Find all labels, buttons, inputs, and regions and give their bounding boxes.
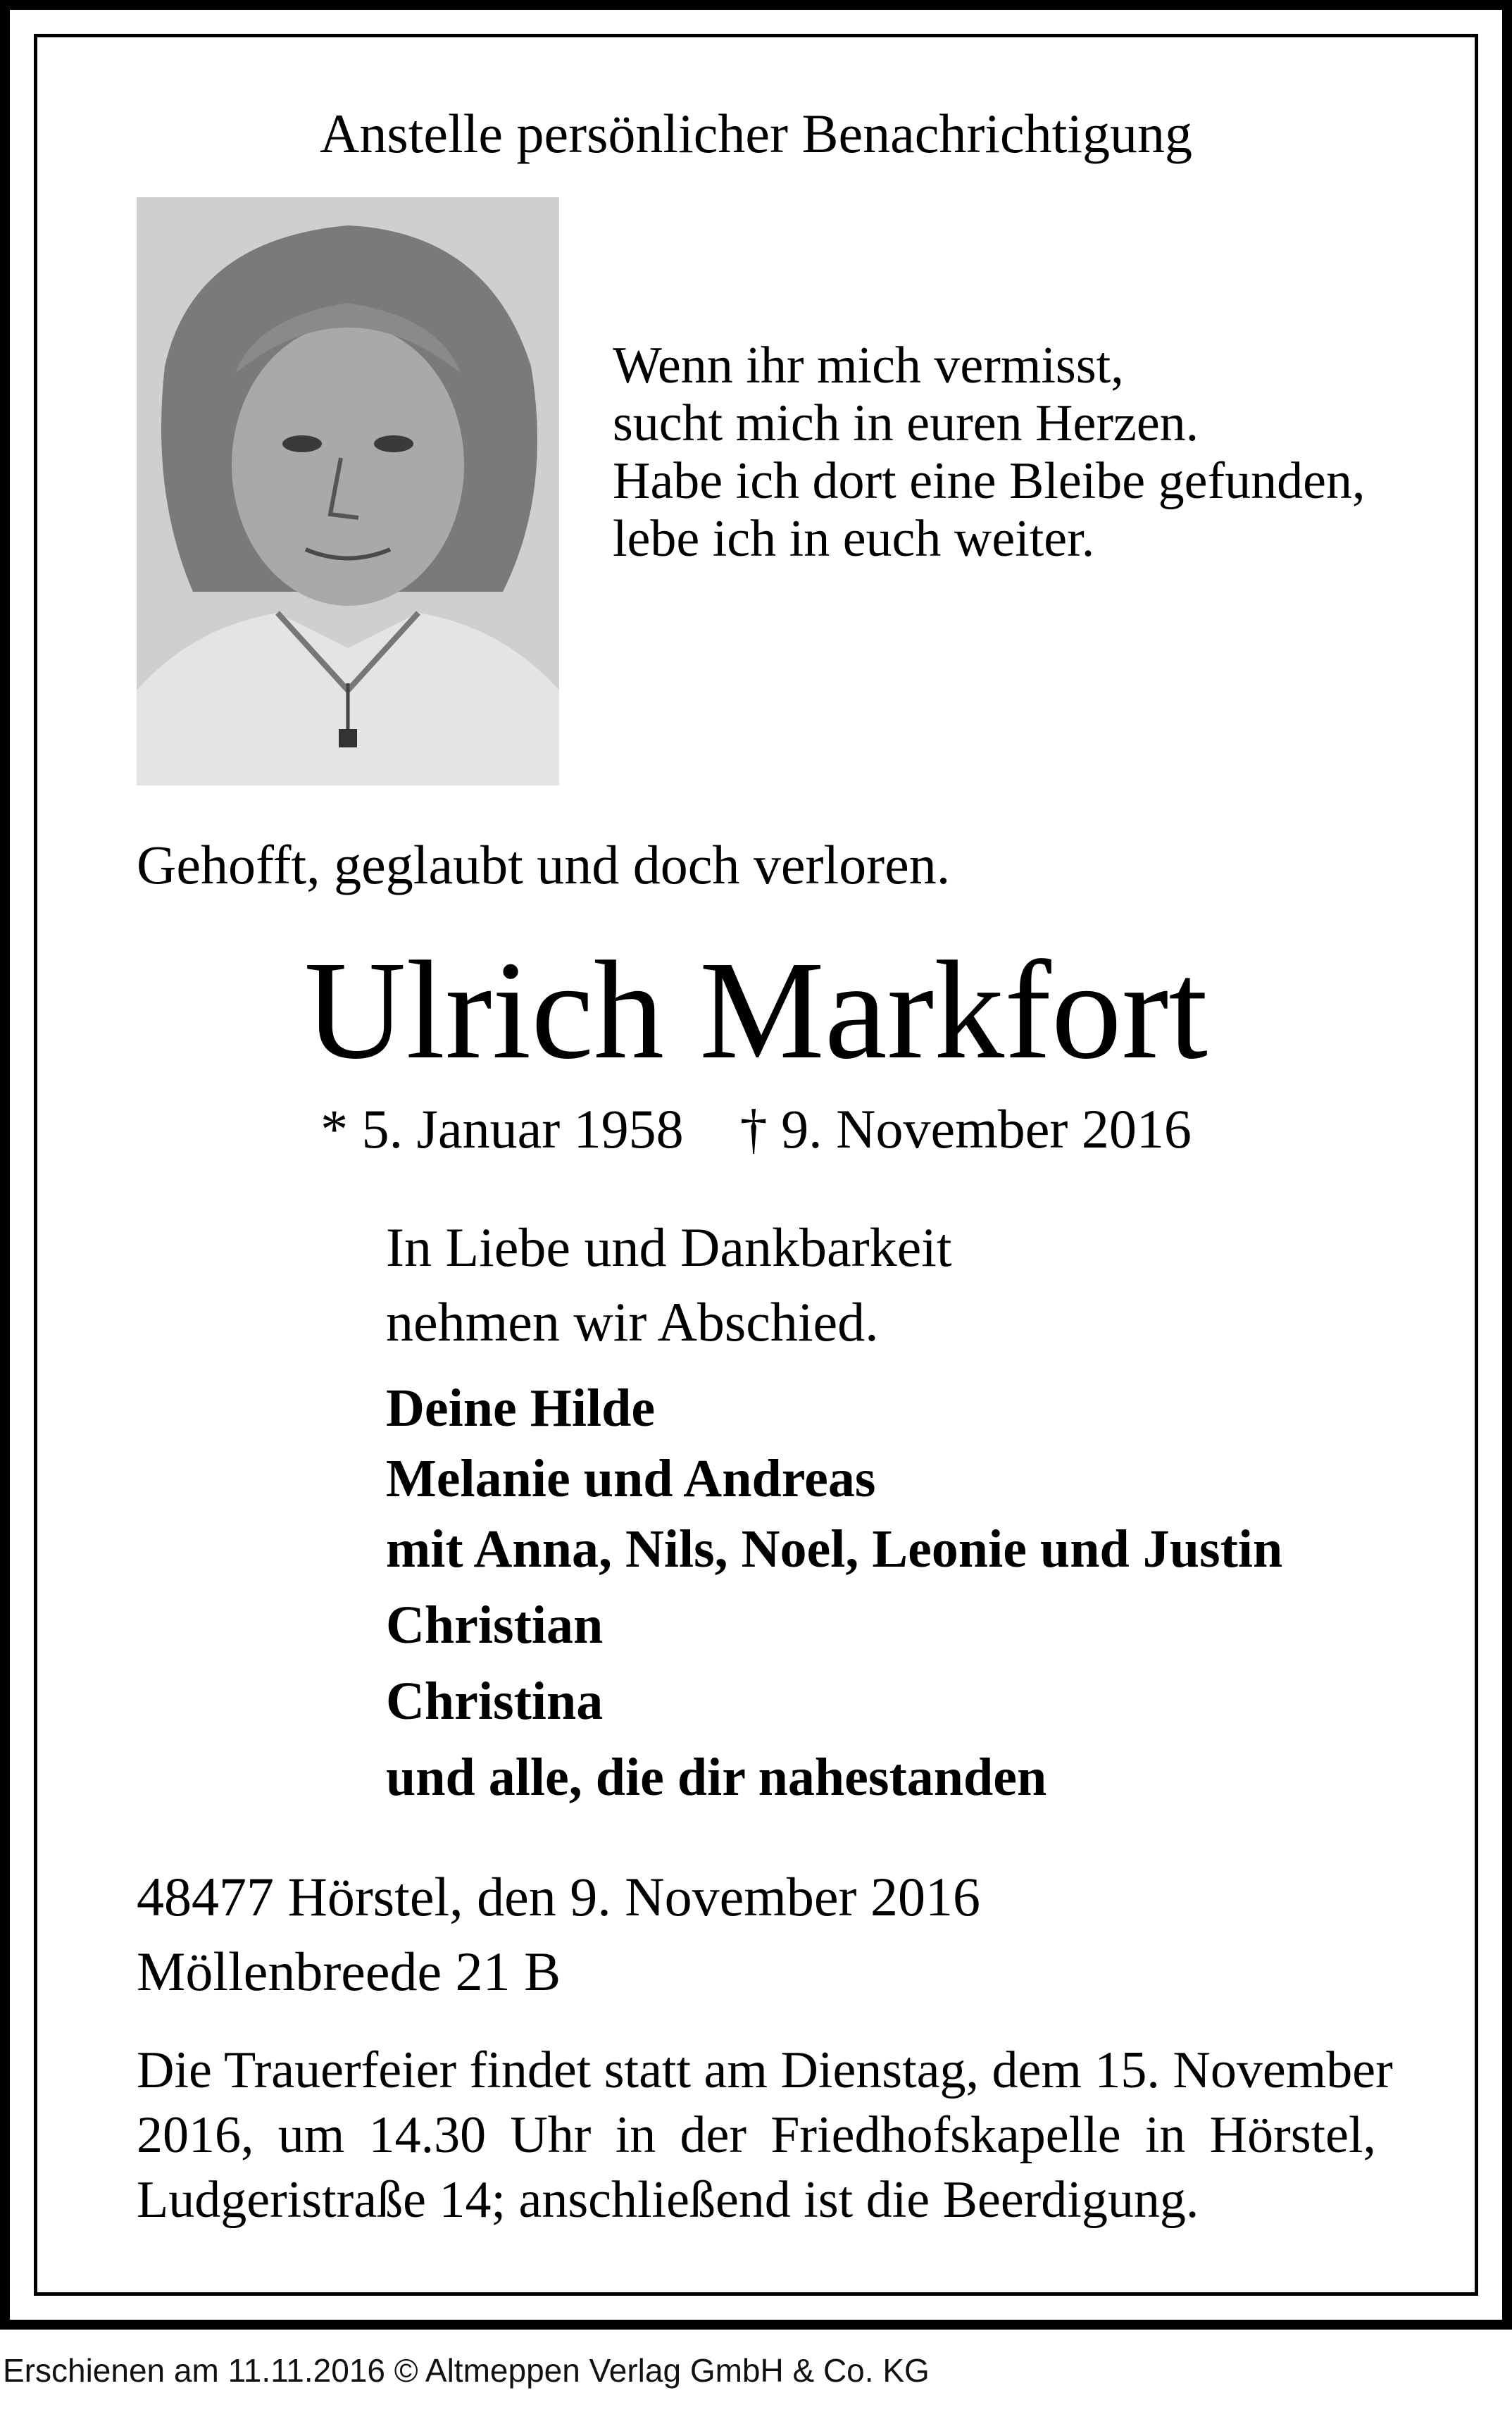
- funeral-line: Ludgeristraße 14; anschließend ist die Beerdigung.: [137, 2171, 1199, 2229]
- poem-line: sucht mich in euren Herzen.: [613, 394, 1199, 452]
- poem-line: Habe ich dort eine Bleibe gefunden,: [613, 452, 1366, 510]
- place-date: 48477 Hörstel, den 9. November 2016: [137, 1866, 980, 1927]
- death-date: † 9. November 2016: [739, 1098, 1192, 1160]
- mourner: und alle, die dir nahestanden: [386, 1748, 1047, 1807]
- publication-footer: Erschienen am 11.11.2016 © Altmeppen Verlag GmbH & Co. KG: [3, 2352, 930, 2389]
- mourner: Christian: [386, 1596, 604, 1655]
- poem: [613, 337, 1365, 568]
- intro-line: Anstelle persönlicher Benachrichtigung: [320, 103, 1192, 164]
- farewell-text: [386, 1210, 952, 1360]
- life-dates: [0, 1098, 1512, 1161]
- funeral-line: Die Trauerfeier findet statt am Dienstag, dem 15. November: [137, 2041, 1393, 2099]
- mourner: Melanie und Andreas: [386, 1449, 876, 1508]
- poem-line: Wenn ihr mich vermisst,: [613, 337, 1124, 394]
- farewell-line: nehmen wir Abschied.: [386, 1291, 879, 1353]
- motto: Gehofft, geglaubt und doch verloren.: [137, 834, 951, 895]
- portrait-photo: [137, 197, 559, 785]
- funeral-notice: [137, 2038, 1393, 2232]
- mourner: Deine Hilde: [386, 1379, 656, 1438]
- poem-line: lebe ich in euch weiter.: [613, 510, 1095, 568]
- portrait-figure-icon: [137, 197, 559, 785]
- place-and-address: [137, 1860, 980, 2009]
- farewell-line: In Liebe und Dankbarkeit: [386, 1217, 952, 1278]
- deceased-name: Ulrich Markfort: [304, 933, 1208, 1088]
- birth-date: * 5. Januar 1958: [320, 1098, 684, 1160]
- funeral-line: 2016, um 14.30 Uhr in der Friedhofskapelle in Hörstel,: [137, 2106, 1376, 2164]
- street-address: Möllenbreede 21 B: [137, 1941, 561, 2002]
- mourners-list: [386, 1370, 1282, 1815]
- mourner: mit Anna, Nils, Noel, Leonie und Justin: [386, 1519, 1283, 1579]
- mourner: Christina: [386, 1672, 604, 1731]
